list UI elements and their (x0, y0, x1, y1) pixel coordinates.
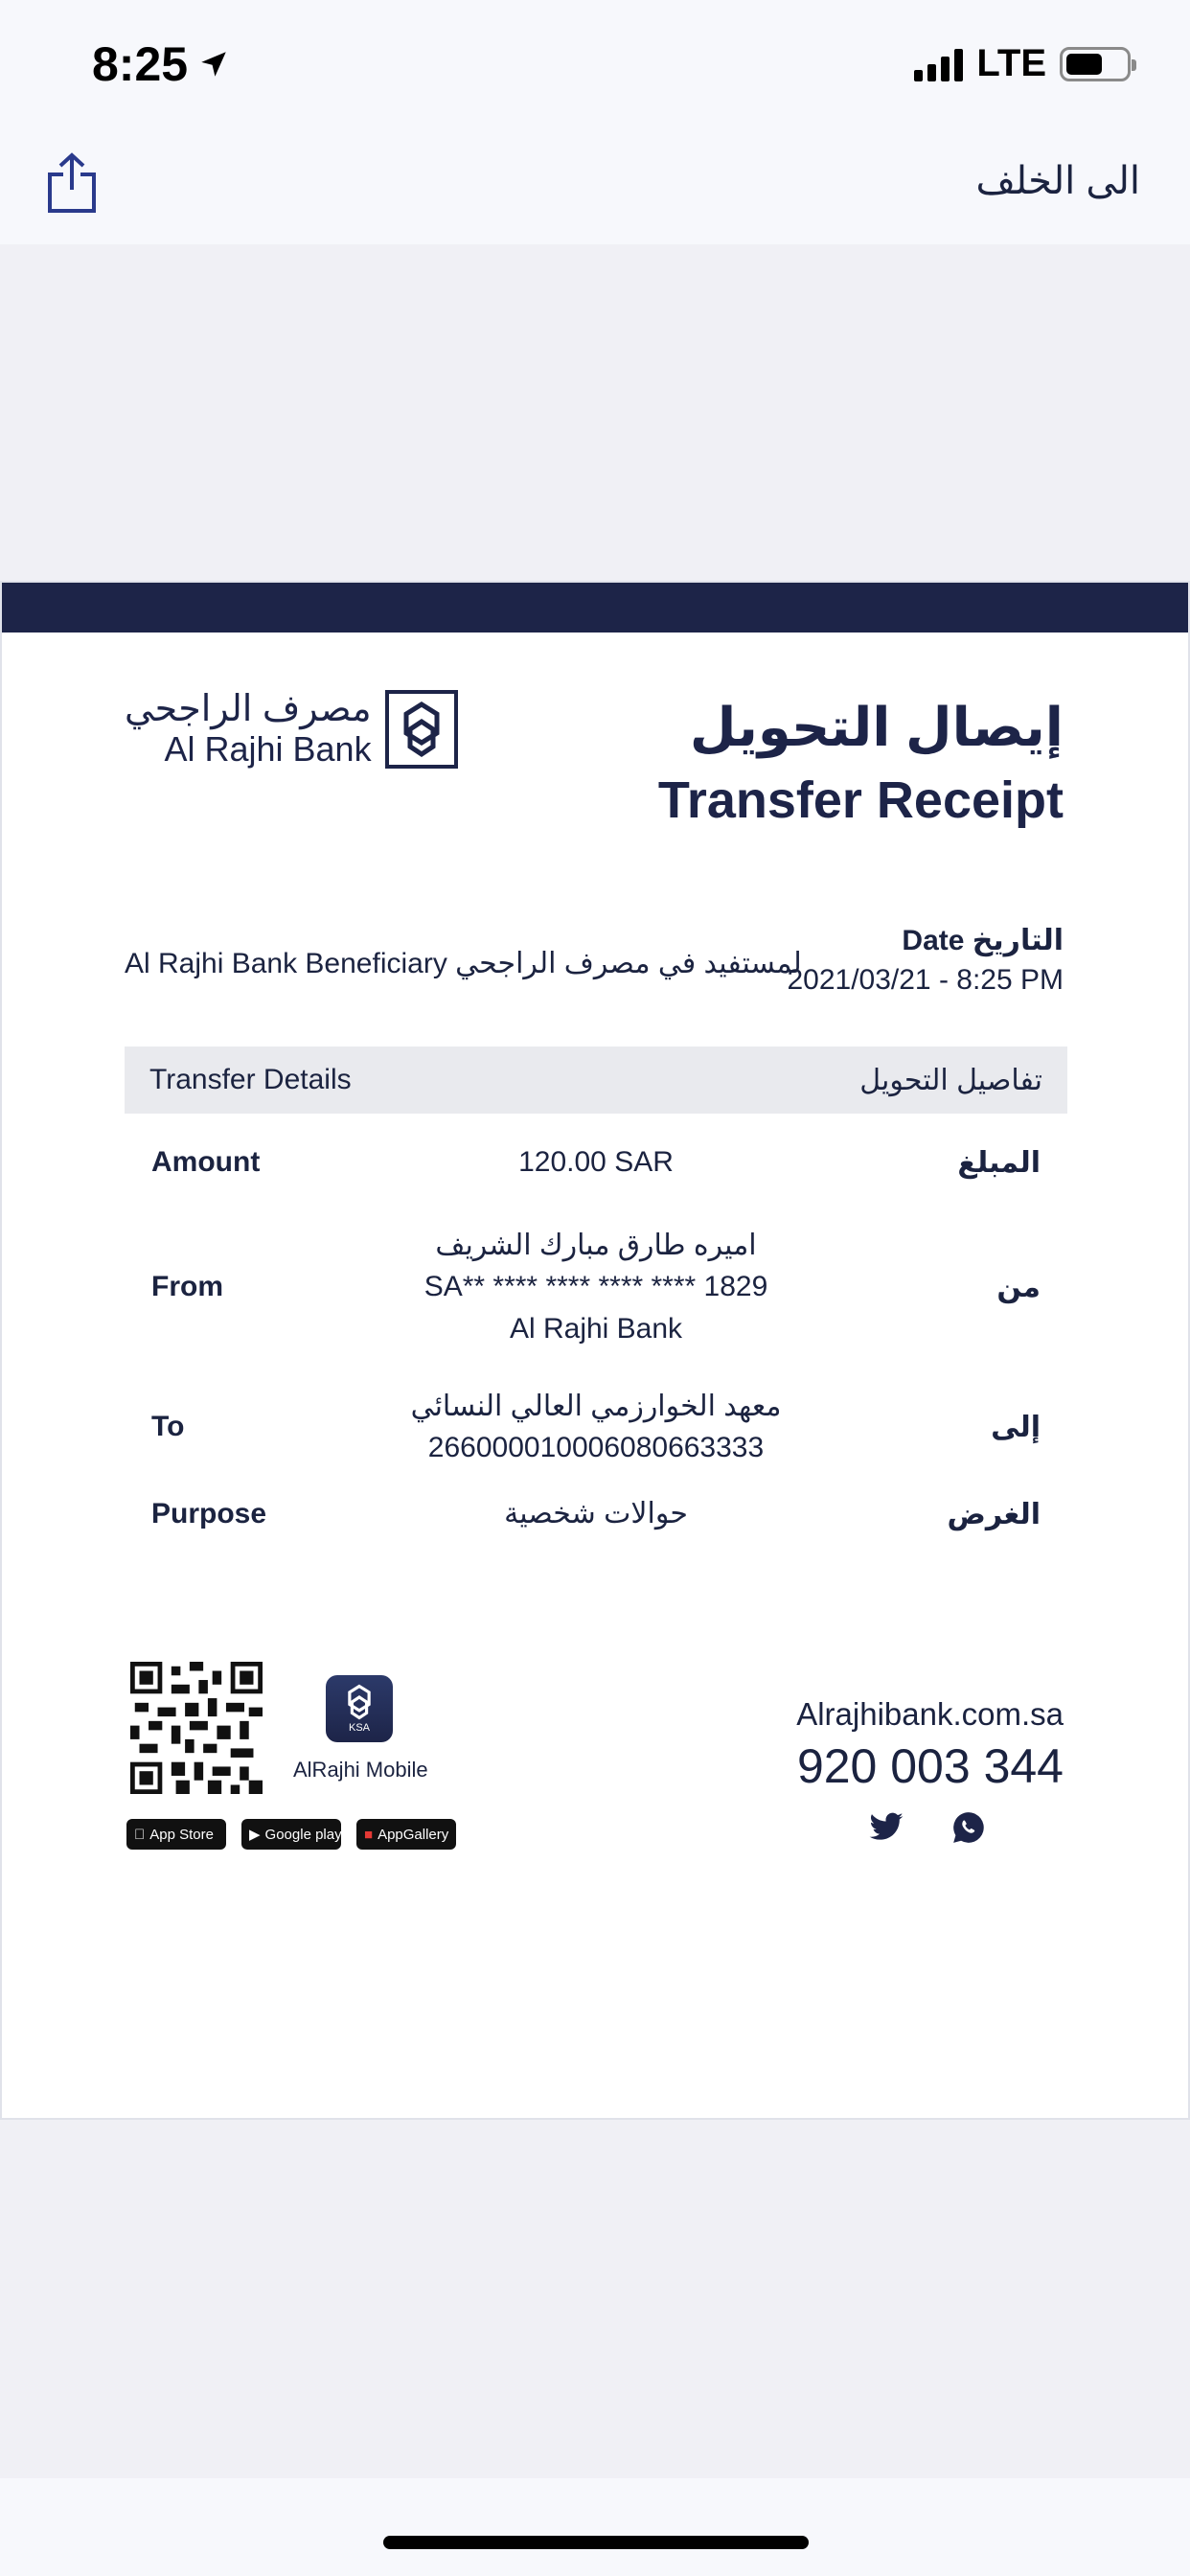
location-arrow-icon (197, 48, 230, 80)
details-header-arabic: تفاصيل التحويل (859, 1064, 1042, 1096)
purpose-value: حوالات شخصية (504, 1498, 688, 1530)
recipient-name: معهد الخوارزمي العالي النسائي (410, 1390, 782, 1422)
to-label-english: To (151, 1411, 185, 1442)
play-icon: ▶ (249, 1827, 261, 1843)
bank-phone-number[interactable]: 920 003 344 (796, 1739, 1064, 1793)
from-label-arabic: من (996, 1271, 1041, 1303)
bank-website-link[interactable]: Alrajhibank.com.sa (796, 1696, 1064, 1732)
signal-icon (914, 47, 963, 81)
back-button[interactable]: الى الخلف (975, 160, 1140, 202)
date-value: 2021/03/21 - 8:25 PM (787, 964, 1064, 996)
beneficiary-type (125, 947, 802, 980)
status-time (92, 36, 230, 92)
clock-text: 8:25 (92, 37, 189, 91)
top-bar (0, 0, 1190, 244)
purpose-row (125, 1466, 1067, 1562)
app-store-badge[interactable] (126, 1819, 226, 1850)
purpose-label-arabic: الغرض (947, 1498, 1041, 1530)
from-value (125, 1225, 1067, 1350)
receipt-title-arabic: إيصال التحويل (689, 697, 1064, 757)
date-label-english: Date (902, 925, 965, 956)
purpose-label-english: Purpose (151, 1498, 267, 1530)
google-play-badge[interactable] (241, 1819, 341, 1850)
recipient-account: 266000010006080663333 (427, 1432, 765, 1463)
sender-name: اميره طارق مبارك الشريف (435, 1229, 757, 1261)
home-indicator[interactable] (383, 2536, 809, 2549)
details-header-english: Transfer Details (149, 1064, 352, 1095)
whatsapp-icon[interactable] (950, 1809, 987, 1846)
bank-emblem-icon (385, 690, 458, 769)
appgallery-badge[interactable] (356, 1819, 456, 1850)
apple-icon (134, 1827, 145, 1843)
bank-logo-text (125, 690, 372, 768)
date-label-arabic: التاريخ (972, 925, 1064, 956)
status-indicators (914, 42, 1131, 85)
beneficiary-english: Al Rajhi Bank Beneficiary (125, 948, 447, 979)
from-label-english: From (151, 1271, 223, 1302)
huawei-icon: ■ (364, 1826, 374, 1843)
battery-level (1066, 54, 1102, 75)
bank-logo-english: Al Rajhi Bank (164, 729, 372, 770)
twitter-icon[interactable] (868, 1809, 904, 1846)
app-badge-text: KSA (348, 1722, 370, 1734)
receipt-header-band (2, 583, 1188, 632)
from-row (125, 1206, 1067, 1368)
to-value (125, 1386, 1067, 1469)
beneficiary-arabic: لمستفيد في مصرف الراجحي (455, 948, 802, 979)
bottom-bar (0, 2478, 1190, 2576)
amount-label-arabic: المبلغ (957, 1146, 1041, 1179)
bank-logo-arabic: مصرف الراجحي (125, 689, 372, 730)
appgallery-label: AppGallery (378, 1826, 449, 1843)
receipt-title-english: Transfer Receipt (657, 771, 1064, 829)
transfer-details-header (125, 1046, 1067, 1114)
date-label (902, 924, 1064, 957)
amount-row (125, 1138, 1067, 1186)
social-links (868, 1809, 987, 1846)
amount-value: 120.00 SAR (518, 1146, 674, 1179)
receipt-card (0, 581, 1190, 2120)
sender-bank: Al Rajhi Bank (509, 1312, 683, 1345)
app-name: AlRajhi Mobile (293, 1758, 428, 1782)
share-icon[interactable] (44, 151, 100, 215)
google-play-label: Google play (264, 1826, 342, 1843)
amount-label-english: Amount (151, 1146, 261, 1178)
to-label-arabic: إلى (991, 1411, 1041, 1443)
sender-account: SA** **** **** **** **** 1829 (423, 1271, 768, 1303)
network-type: LTE (976, 42, 1046, 84)
bank-logo (125, 690, 458, 769)
alrajhi-mobile-app-icon[interactable] (326, 1675, 393, 1742)
battery-icon (1060, 47, 1131, 81)
bank-emblem-icon (341, 1684, 378, 1720)
app-store-label: App Store (139, 1826, 203, 1843)
qr-code-icon (130, 1662, 263, 1794)
